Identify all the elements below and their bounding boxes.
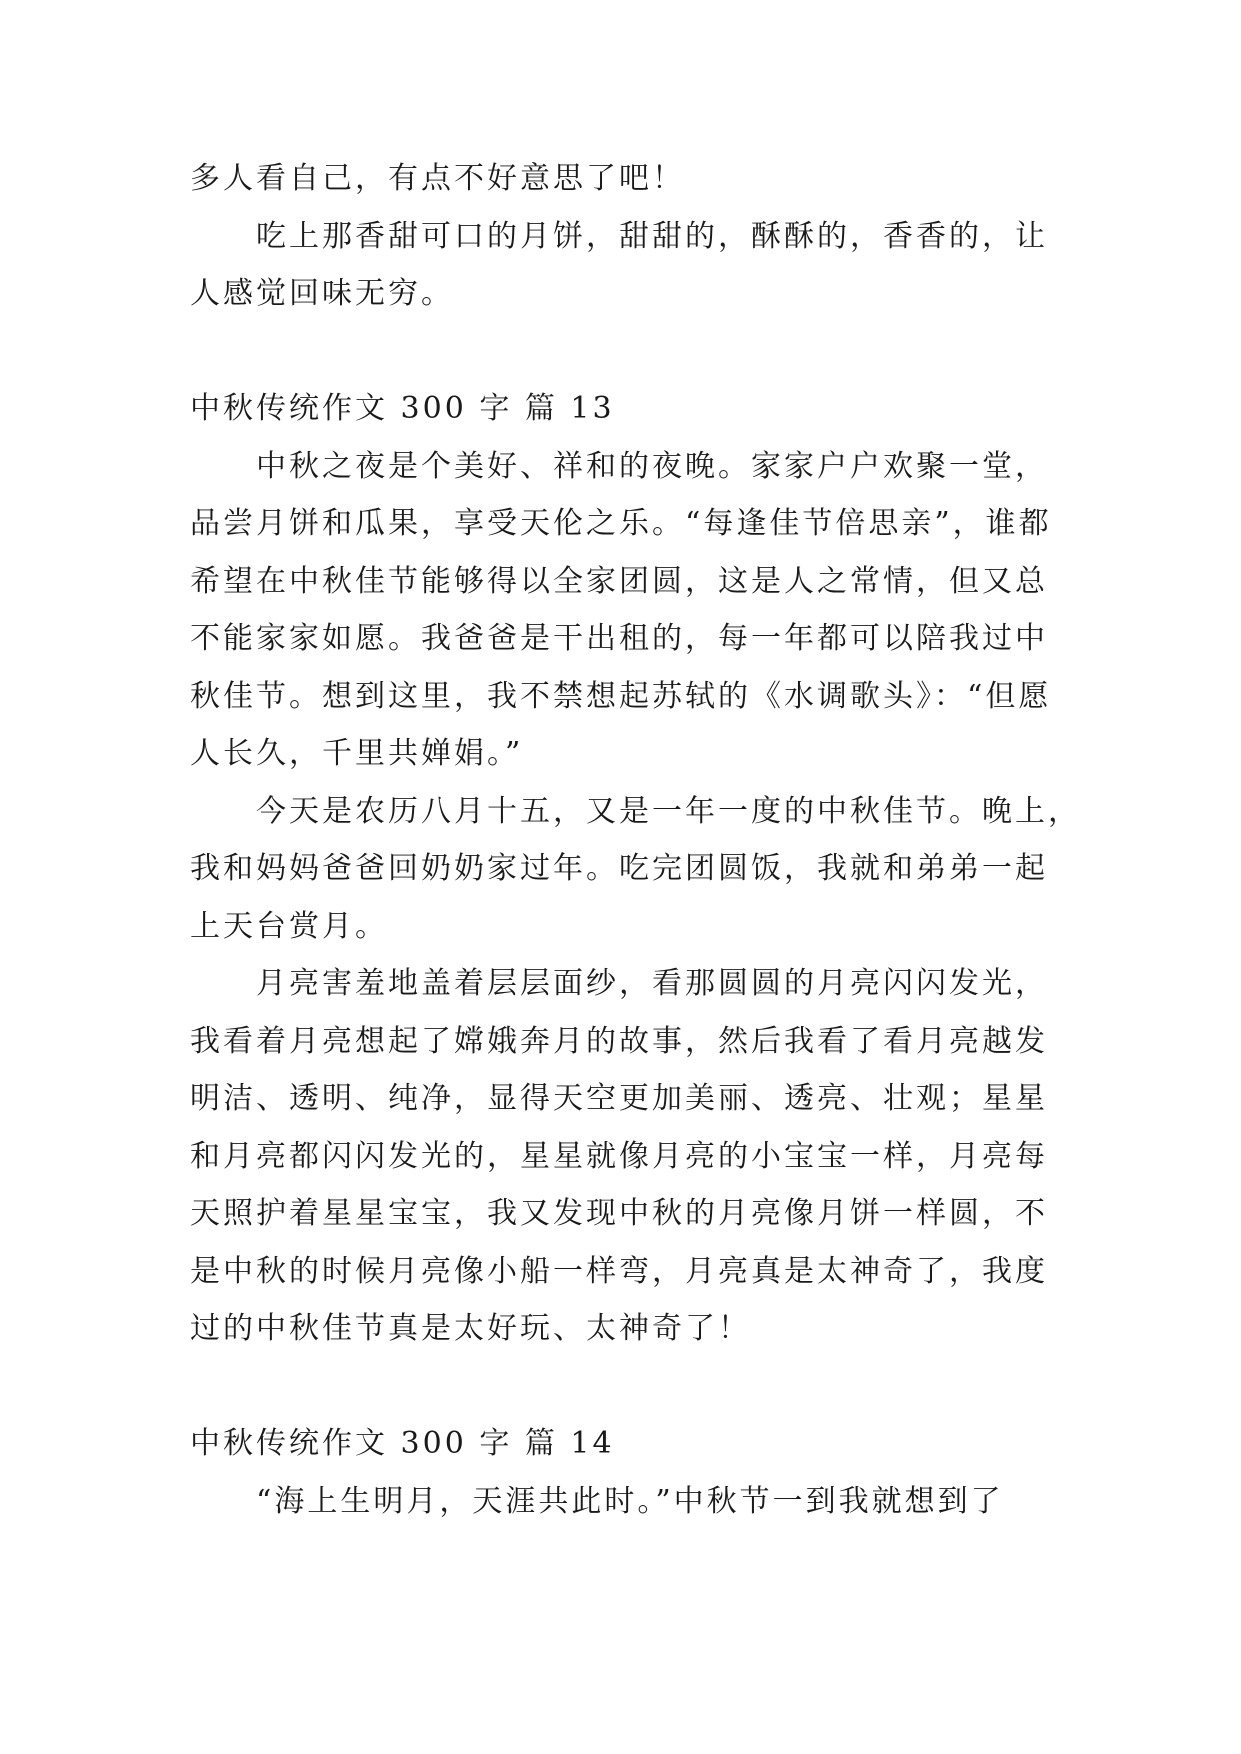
body-line: 希望在中秋佳节能够得以全家团圆，这是人之常情，但又总 <box>190 563 1048 599</box>
body-line: 上天台赏月。 <box>190 908 388 944</box>
body-line: 是中秋的时候月亮像小船一样弯，月亮真是太神奇了，我度 <box>190 1253 1048 1289</box>
body-line: 多人看自己，有点不好意思了吧！ <box>190 161 685 196</box>
body-line: 不能家家如愿。我爸爸是干出租的，每一年都可以陪我过中 <box>190 621 1048 656</box>
section-heading: 中秋传统作文 300 字 篇 14 <box>190 1426 615 1461</box>
body-line: 吃上那香甜可口的月饼，甜甜的，酥酥的，香香的，让 <box>256 218 1048 254</box>
body-line: 今天是农历八月十五，又是一年一度的中秋佳节。晚上， <box>256 793 1081 829</box>
body-line: 秋佳节。想到这里，我不禁想起苏轼的《水调歌头》：“但愿 <box>190 678 1052 714</box>
body-line: 我和妈妈爸爸回奶奶家过年。吃完团圆饭，我就和弟弟一起 <box>190 851 1048 886</box>
body-line: 我看着月亮想起了嫦娥奔月的故事，然后我看了看月亮越发 <box>190 1023 1048 1059</box>
body-line: 人感觉回味无穷。 <box>190 276 454 311</box>
section-heading: 中秋传统作文 300 字 篇 13 <box>190 391 615 426</box>
document-page <box>190 150 1081 1530</box>
body-line: 中秋之夜是个美好、祥和的夜晚。家家户户欢聚一堂， <box>256 448 1048 484</box>
body-line: 月亮害羞地盖着层层面纱，看那圆圆的月亮闪闪发光， <box>256 966 1048 1001</box>
body-line: 天照护着星星宝宝，我又发现中秋的月亮像月饼一样圆，不 <box>190 1196 1048 1231</box>
body-line: 明洁、透明、纯净，显得天空更加美丽、透亮、壮观；星星 <box>190 1081 1048 1116</box>
body-line: “海上生明月，天涯共此时。”中秋节一到我就想到了 <box>256 1483 1004 1519</box>
body-line: 人长久，千里共婵娟。” <box>190 736 524 771</box>
body-line: 和月亮都闪闪发光的，星星就像月亮的小宝宝一样，月亮每 <box>190 1138 1048 1174</box>
body-line: 过的中秋佳节真是太好玩、太神奇了！ <box>190 1311 751 1346</box>
body-line: 品尝月饼和瓜果，享受天伦之乐。“每逢佳节倍思亲”，谁都 <box>190 506 1052 541</box>
